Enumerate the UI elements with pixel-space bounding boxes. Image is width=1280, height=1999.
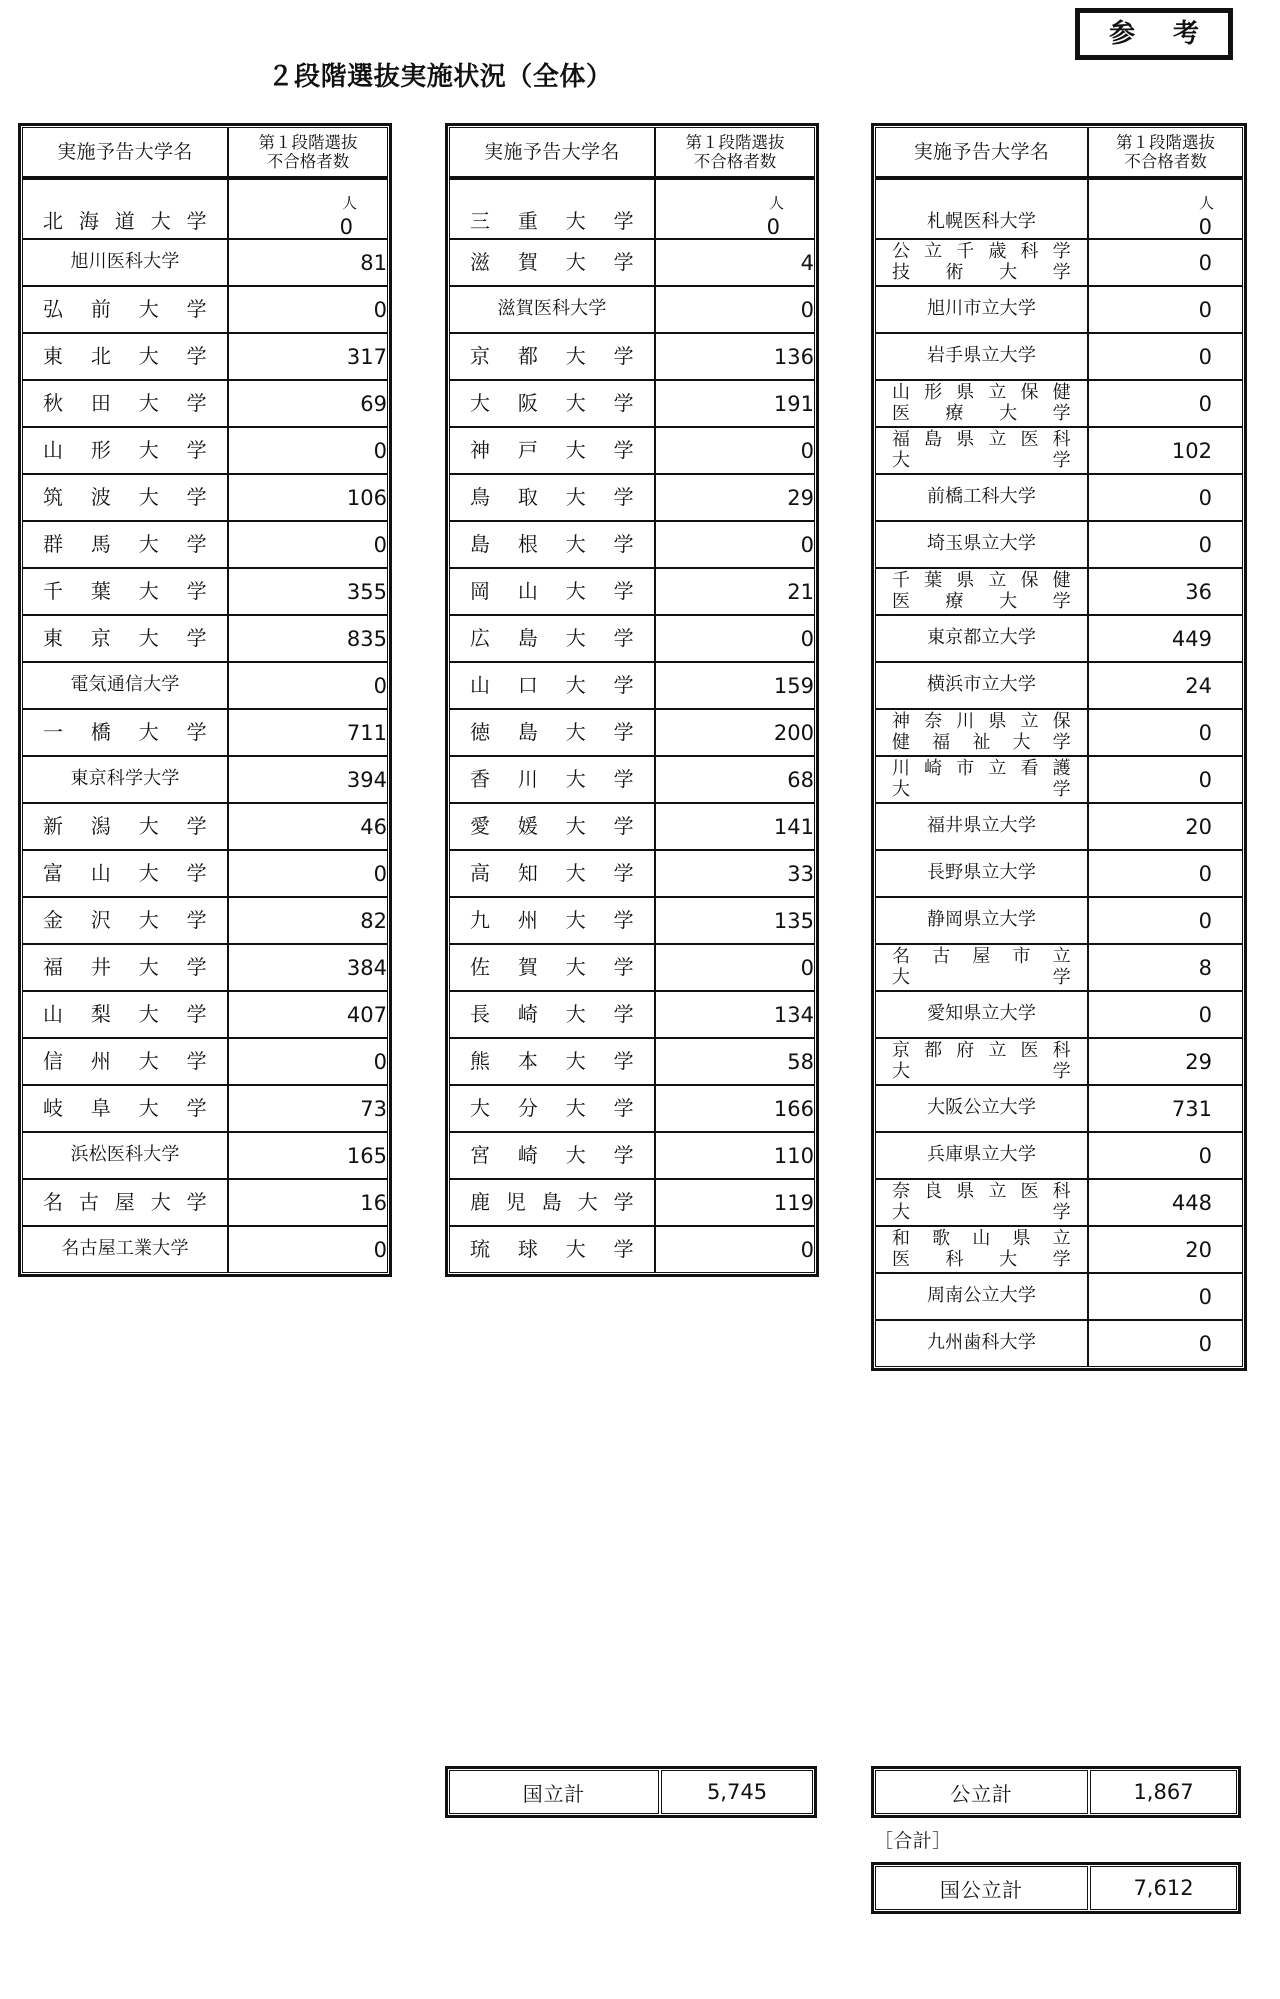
table-header-row: [22, 127, 388, 179]
cell-university-name: 九州大学: [449, 897, 655, 944]
table-row: [875, 1273, 1243, 1320]
table-row: [449, 474, 815, 521]
cell-rejected-count: 人 0: [1088, 179, 1243, 239]
cell-rejected-count: 0: [1088, 239, 1243, 286]
table-row: [22, 850, 388, 897]
table-row: [449, 615, 815, 662]
cell-university-name: 富山大学: [22, 850, 228, 897]
table-row: [22, 991, 388, 1038]
table-row: [449, 1085, 815, 1132]
table-row: [449, 991, 815, 1038]
cell-rejected-count: 0: [655, 286, 815, 333]
cell-university-name: 旭川市立大学: [875, 286, 1088, 333]
cell-rejected-count: 355: [228, 568, 388, 615]
cell-university-name: 琉球大学: [449, 1226, 655, 1273]
table-row: [449, 179, 815, 239]
cell-university-name: 島根大学: [449, 521, 655, 568]
header-university-name: 実施予告大学名: [875, 127, 1088, 179]
cell-university-name: 金沢大学: [22, 897, 228, 944]
cell-rejected-count: 人 0: [655, 179, 815, 239]
cell-rejected-count: 0: [655, 427, 815, 474]
cell-university-name: 鳥取大学: [449, 474, 655, 521]
reference-badge-label: 参 考: [1079, 12, 1229, 56]
table-row: [875, 662, 1243, 709]
table-row: [875, 944, 1243, 991]
table-row: [875, 1085, 1243, 1132]
cell-rejected-count: 33: [655, 850, 815, 897]
cell-university-name: 埼玉県立大学: [875, 521, 1088, 568]
cell-university-name: 公立千歳科学 技 術 大 学: [875, 239, 1088, 286]
university-table: [449, 127, 815, 1273]
cell-university-name: 滋賀医科大学: [449, 286, 655, 333]
cell-university-name: 横浜市立大学: [875, 662, 1088, 709]
cell-rejected-count: 317: [228, 333, 388, 380]
cell-rejected-count: 0: [655, 521, 815, 568]
cell-university-name: 筑波大学: [22, 474, 228, 521]
table-row: [22, 1038, 388, 1085]
cell-university-name: 熊本大学: [449, 1038, 655, 1085]
cell-rejected-count: 36: [1088, 568, 1243, 615]
table-row: [449, 427, 815, 474]
header-university-name: 実施予告大学名: [449, 127, 655, 179]
cell-rejected-count: 835: [228, 615, 388, 662]
table-row: [22, 427, 388, 474]
table-row: [875, 850, 1243, 897]
cell-university-name: 群馬大学: [22, 521, 228, 568]
table-row: [22, 709, 388, 756]
cell-rejected-count: 69: [228, 380, 388, 427]
cell-rejected-count: 0: [1088, 897, 1243, 944]
table-row: [875, 427, 1243, 474]
summary-public-label: 公立計: [875, 1770, 1088, 1814]
table-frame: [18, 123, 392, 1277]
cell-university-name: 千葉大学: [22, 568, 228, 615]
table-row: [22, 1085, 388, 1132]
cell-rejected-count: 200: [655, 709, 815, 756]
table-row: [875, 803, 1243, 850]
summary-public-value: 1,867: [1090, 1770, 1237, 1814]
table-column-national-a: [18, 123, 392, 1281]
cell-university-name: 名古屋工業大学: [22, 1226, 228, 1273]
cell-rejected-count: 24: [1088, 662, 1243, 709]
table-row: [449, 897, 815, 944]
table-column-national-b: [445, 123, 819, 1281]
cell-rejected-count: 384: [228, 944, 388, 991]
cell-university-name: 名古屋大学: [22, 1179, 228, 1226]
cell-university-name: 山形県立保健 医 療 大 学: [875, 380, 1088, 427]
cell-rejected-count: 0: [1088, 1273, 1243, 1320]
cell-university-name: 高知大学: [449, 850, 655, 897]
cell-university-name: 電気通信大学: [22, 662, 228, 709]
cell-rejected-count: 141: [655, 803, 815, 850]
table-row: [449, 850, 815, 897]
table-row: [875, 756, 1243, 803]
cell-university-name: 岩手県立大学: [875, 333, 1088, 380]
cell-rejected-count: 20: [1088, 1226, 1243, 1273]
unit-label: 人: [341, 194, 357, 212]
cell-rejected-count: 0: [655, 615, 815, 662]
cell-university-name: 福島県立医科 大 学: [875, 427, 1088, 474]
unit-label: 人: [1198, 194, 1214, 212]
header-first-stage-rejected-count: 第１段階選抜 不合格者数: [655, 127, 815, 179]
cell-university-name: 京都府立医科 大 学: [875, 1038, 1088, 1085]
table-row: [875, 709, 1243, 756]
cell-university-name: 滋賀大学: [449, 239, 655, 286]
table-row: [875, 474, 1243, 521]
table-row: [22, 474, 388, 521]
cell-rejected-count: 20: [1088, 803, 1243, 850]
table-row: [449, 803, 815, 850]
table-row: [22, 615, 388, 662]
table-row: [22, 944, 388, 991]
cell-university-name: 山口大学: [449, 662, 655, 709]
cell-university-name: 信州大学: [22, 1038, 228, 1085]
cell-rejected-count: 0: [1088, 286, 1243, 333]
table-row: [875, 239, 1243, 286]
table-row: [875, 521, 1243, 568]
cell-rejected-count: 0: [1088, 709, 1243, 756]
cell-university-name: 大分大学: [449, 1085, 655, 1132]
table-row: [875, 1038, 1243, 1085]
cell-rejected-count: 0: [1088, 380, 1243, 427]
table-row: [22, 380, 388, 427]
summary-national-value: 5,745: [661, 1770, 813, 1814]
university-table: [22, 127, 388, 1273]
cell-university-name: 大阪公立大学: [875, 1085, 1088, 1132]
summary-grand-label: 国公立計: [875, 1866, 1088, 1910]
header-university-name: 実施予告大学名: [22, 127, 228, 179]
cell-rejected-count: 0: [1088, 1132, 1243, 1179]
cell-university-name: 和 歌 山 県 立 医 科 大 学: [875, 1226, 1088, 1273]
cell-university-name: 鹿児島大学: [449, 1179, 655, 1226]
table-header-row: [875, 127, 1243, 179]
cell-rejected-count: 449: [1088, 615, 1243, 662]
cell-rejected-count: 0: [1088, 474, 1243, 521]
cell-rejected-count: 0: [228, 1038, 388, 1085]
table-row: [22, 568, 388, 615]
table-row: [449, 1038, 815, 1085]
table-row: [449, 709, 815, 756]
cell-university-name: 神奈川県立保 健福祉大学: [875, 709, 1088, 756]
table-row: [449, 1226, 815, 1273]
cell-university-name: 岐阜大学: [22, 1085, 228, 1132]
cell-rejected-count: 0: [228, 1226, 388, 1273]
cell-university-name: 九州歯科大学: [875, 1320, 1088, 1367]
cell-university-name: 佐賀大学: [449, 944, 655, 991]
cell-university-name: 長崎大学: [449, 991, 655, 1038]
cell-rejected-count: 159: [655, 662, 815, 709]
summary-national-label: 国立計: [449, 1770, 659, 1814]
unit-label: 人: [768, 194, 784, 212]
cell-rejected-count: 102: [1088, 427, 1243, 474]
cell-university-name: 広島大学: [449, 615, 655, 662]
grand-total-heading: ［合計］: [874, 1830, 952, 1852]
cell-university-name: 奈良県立医科 大 学: [875, 1179, 1088, 1226]
table-row: [22, 803, 388, 850]
reference-badge: [1075, 8, 1233, 60]
cell-university-name: 川崎市立看護 大 学: [875, 756, 1088, 803]
cell-rejected-count: 191: [655, 380, 815, 427]
cell-rejected-count: 46: [228, 803, 388, 850]
cell-university-name: 東京都立大学: [875, 615, 1088, 662]
table-row: [22, 897, 388, 944]
table-row: [22, 662, 388, 709]
cell-university-name: 名 古 屋 市 立 大 学: [875, 944, 1088, 991]
cell-rejected-count: 29: [655, 474, 815, 521]
table-row: [22, 333, 388, 380]
table-row: [22, 1226, 388, 1273]
table-row: [875, 333, 1243, 380]
table-row: [875, 1179, 1243, 1226]
university-table: [875, 127, 1243, 1367]
cell-rejected-count: 29: [1088, 1038, 1243, 1085]
cell-university-name: 千葉県立保健 医 療 大 学: [875, 568, 1088, 615]
cell-university-name: 静岡県立大学: [875, 897, 1088, 944]
cell-rejected-count: 394: [228, 756, 388, 803]
cell-university-name: 東京大学: [22, 615, 228, 662]
table-row: [875, 1132, 1243, 1179]
cell-university-name: 愛知県立大学: [875, 991, 1088, 1038]
table-row: [875, 897, 1243, 944]
cell-university-name: 一橋大学: [22, 709, 228, 756]
cell-rejected-count: 58: [655, 1038, 815, 1085]
cell-rejected-count: 166: [655, 1085, 815, 1132]
cell-rejected-count: 0: [655, 944, 815, 991]
table-row: [22, 756, 388, 803]
cell-rejected-count: 0: [228, 521, 388, 568]
cell-rejected-count: 0: [228, 286, 388, 333]
cell-university-name: 兵庫県立大学: [875, 1132, 1088, 1179]
cell-university-name: 北海道大学: [22, 179, 228, 239]
cell-rejected-count: 0: [228, 662, 388, 709]
table-row: [22, 239, 388, 286]
cell-rejected-count: 0: [1088, 850, 1243, 897]
table-row: [449, 662, 815, 709]
table-row: [875, 568, 1243, 615]
cell-university-name: 秋田大学: [22, 380, 228, 427]
table-row: [449, 1179, 815, 1226]
cell-rejected-count: 134: [655, 991, 815, 1038]
cell-rejected-count: 407: [228, 991, 388, 1038]
cell-university-name: 京都大学: [449, 333, 655, 380]
table-row: [22, 286, 388, 333]
cell-rejected-count: 135: [655, 897, 815, 944]
cell-university-name: 宮崎大学: [449, 1132, 655, 1179]
table-frame: [871, 123, 1247, 1371]
summary-grand-value: 7,612: [1090, 1866, 1237, 1910]
cell-rejected-count: 人 0: [228, 179, 388, 239]
cell-rejected-count: 82: [228, 897, 388, 944]
table-row: [449, 521, 815, 568]
table-row: [449, 239, 815, 286]
cell-university-name: 岡山大学: [449, 568, 655, 615]
cell-university-name: 東京科学大学: [22, 756, 228, 803]
table-row: [449, 1132, 815, 1179]
cell-rejected-count: 68: [655, 756, 815, 803]
table-column-public: [871, 123, 1247, 1375]
cell-university-name: 東北大学: [22, 333, 228, 380]
cell-rejected-count: 165: [228, 1132, 388, 1179]
cell-rejected-count: 0: [655, 1226, 815, 1273]
cell-university-name: 愛媛大学: [449, 803, 655, 850]
summary-national-total: [445, 1766, 817, 1818]
summary-grand-total: [871, 1862, 1241, 1914]
cell-rejected-count: 0: [228, 427, 388, 474]
cell-rejected-count: 711: [228, 709, 388, 756]
cell-university-name: 山形大学: [22, 427, 228, 474]
cell-university-name: 長野県立大学: [875, 850, 1088, 897]
table-row: [22, 521, 388, 568]
cell-rejected-count: 119: [655, 1179, 815, 1226]
header-first-stage-rejected-count: 第１段階選抜 不合格者数: [228, 127, 388, 179]
table-row: [449, 756, 815, 803]
table-row: [875, 286, 1243, 333]
cell-rejected-count: 136: [655, 333, 815, 380]
cell-university-name: 新潟大学: [22, 803, 228, 850]
table-row: [875, 380, 1243, 427]
table-row: [449, 333, 815, 380]
table-row: [22, 179, 388, 239]
table-row: [875, 179, 1243, 239]
table-row: [449, 380, 815, 427]
cell-rejected-count: 0: [1088, 521, 1243, 568]
table-row: [449, 568, 815, 615]
cell-rejected-count: 8: [1088, 944, 1243, 991]
table-row: [875, 1320, 1243, 1367]
cell-university-name: 福井大学: [22, 944, 228, 991]
cell-rejected-count: 73: [228, 1085, 388, 1132]
table-row: [875, 615, 1243, 662]
table-header-row: [449, 127, 815, 179]
cell-university-name: 弘前大学: [22, 286, 228, 333]
header-first-stage-rejected-count: 第１段階選抜 不合格者数: [1088, 127, 1243, 179]
cell-university-name: 大阪大学: [449, 380, 655, 427]
table-row: [875, 1226, 1243, 1273]
cell-rejected-count: 0: [1088, 333, 1243, 380]
cell-rejected-count: 0: [1088, 991, 1243, 1038]
cell-rejected-count: 110: [655, 1132, 815, 1179]
cell-university-name: 浜松医科大学: [22, 1132, 228, 1179]
cell-rejected-count: 0: [1088, 756, 1243, 803]
cell-university-name: 山梨大学: [22, 991, 228, 1038]
cell-rejected-count: 448: [1088, 1179, 1243, 1226]
cell-university-name: 周南公立大学: [875, 1273, 1088, 1320]
table-row: [22, 1132, 388, 1179]
cell-rejected-count: 16: [228, 1179, 388, 1226]
cell-rejected-count: 0: [1088, 1320, 1243, 1367]
page-title: ２段階選抜実施状況（全体）: [267, 62, 613, 92]
table-frame: [445, 123, 819, 1277]
cell-rejected-count: 81: [228, 239, 388, 286]
cell-rejected-count: 106: [228, 474, 388, 521]
cell-rejected-count: 0: [228, 850, 388, 897]
table-row: [22, 1179, 388, 1226]
cell-university-name: 神戸大学: [449, 427, 655, 474]
cell-rejected-count: 21: [655, 568, 815, 615]
cell-university-name: 徳島大学: [449, 709, 655, 756]
cell-rejected-count: 731: [1088, 1085, 1243, 1132]
summary-public-total: [871, 1766, 1241, 1818]
cell-university-name: 福井県立大学: [875, 803, 1088, 850]
table-row: [449, 944, 815, 991]
cell-university-name: 香川大学: [449, 756, 655, 803]
table-row: [449, 286, 815, 333]
cell-university-name: 三重大学: [449, 179, 655, 239]
cell-university-name: 旭川医科大学: [22, 239, 228, 286]
cell-university-name: 前橋工科大学: [875, 474, 1088, 521]
table-row: [875, 991, 1243, 1038]
cell-university-name: 札幌医科大学: [875, 179, 1088, 239]
cell-rejected-count: 4: [655, 239, 815, 286]
